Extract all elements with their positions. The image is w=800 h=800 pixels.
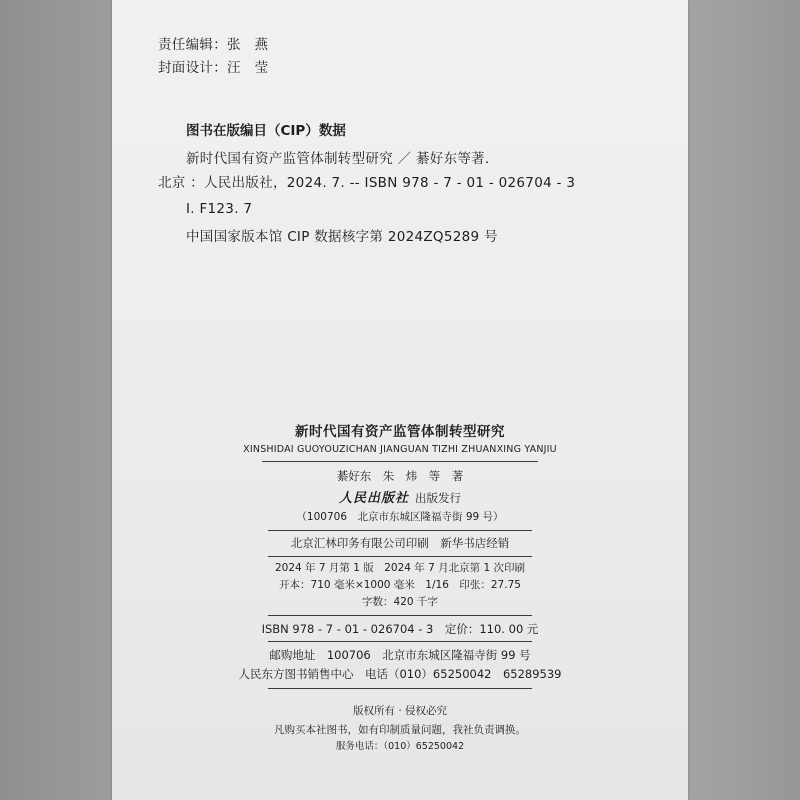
publisher-suffix: 出版发行 [415, 491, 461, 505]
printer-distributor: 北京汇林印务有限公司印刷 新华书店经销 [290, 536, 510, 550]
format-rule [268, 615, 532, 616]
cip-classification-line: Ⅰ. F123. 7 [186, 201, 253, 217]
book-page [112, 0, 688, 800]
isbn-price: ISBN 978 - 7 - 01 - 026704 - 3 定价：110. 00 元 [261, 622, 539, 636]
edition-info: 2024 年 7 月第 1 版 2024 年 7 月北京第 1 次印刷 [274, 562, 526, 574]
replacement-notice: 凡购买本社图书，如有印制质量问题，我社负责调换。 [274, 724, 526, 736]
copyright-notice: 版权所有 · 侵权必究 [352, 705, 447, 717]
background-left [0, 0, 112, 800]
publisher-rule [268, 530, 532, 531]
printer-rule [268, 556, 532, 557]
book-title: 新时代国有资产监管体制转型研究 [295, 424, 505, 440]
cip-title-line: 新时代国有资产监管体制转型研究 ／ 綦好东等著． [186, 151, 499, 167]
title-rule [262, 461, 538, 462]
word-count: 字数：420 千字 [362, 596, 438, 608]
cover-design-credit: 封面设计：汪 莹 [158, 60, 269, 76]
mail-order-address: 邮购地址 100706 北京市东城区隆福寺街 99 号 [269, 648, 531, 662]
editor-credit: 责任编辑：张 燕 [158, 37, 269, 53]
publisher-line [112, 492, 688, 505]
book-title-pinyin: XINSHIDAI GUOYOUZICHAN JIANGUAN TIZHI ZHUANXING YANJIU [243, 444, 557, 455]
publisher-logo: 人民出版社 [338, 491, 409, 506]
background-right [688, 0, 800, 800]
format-info: 开本：710 毫米×1000 毫米 1/16 印张：27.75 [279, 579, 521, 591]
cip-publication-line: 北京 ：人民出版社，2024. 7. -- ISBN 978 - 7 - 01 - 026704 - 3 [158, 175, 576, 191]
publisher-address: （100706 北京市东城区隆福寺街 99 号） [296, 511, 504, 523]
sales-center: 人民东方图书销售中心 电话（010）65250042 65289539 [238, 667, 562, 681]
service-phone: 服务电话：（010）65250042 [335, 741, 465, 752]
cip-record-number: 中国国家版本馆 CIP 数据核字第 2024ZQ5289 号 [186, 229, 498, 245]
authors: 綦好东 朱 炜 等 著 [336, 469, 464, 483]
cip-heading: 图书在版编目（CIP）数据 [186, 123, 346, 139]
sales-rule [268, 688, 532, 689]
isbn-rule [268, 641, 532, 642]
